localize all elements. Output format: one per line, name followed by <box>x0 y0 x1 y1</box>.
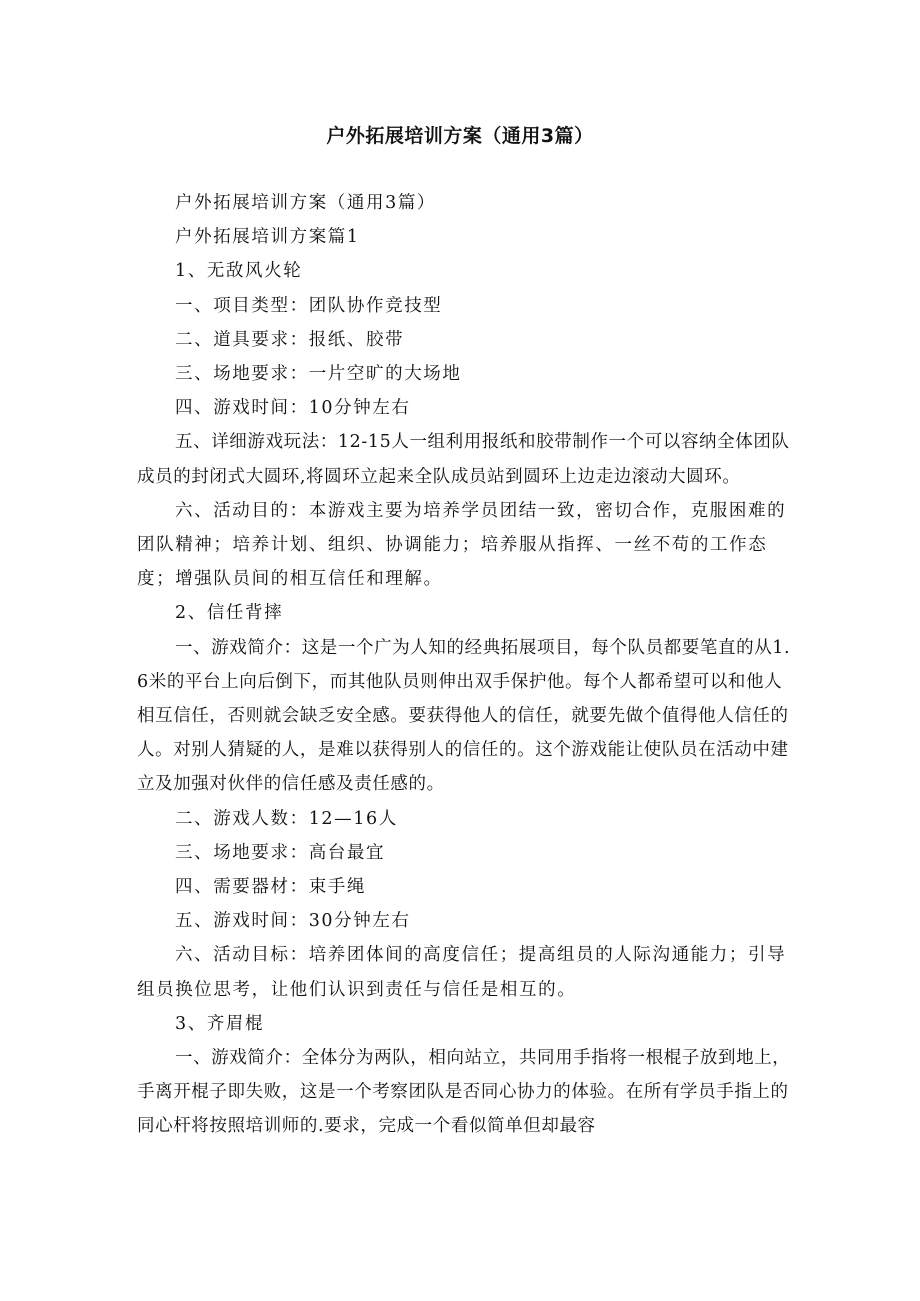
paragraph: 三、场地要求：一片空旷的大场地 <box>175 364 462 385</box>
paragraph: 二、道具要求：报纸、胶带 <box>175 329 405 350</box>
paragraph: 六、活动目标：培养团体间的高度信任；提高组员的人际沟通能力；引导组员换位思考，让他们认识到责任与信任是相互的。 <box>137 945 787 1000</box>
paragraph-part-heading: 户外拓展培训方案篇1 <box>175 227 360 248</box>
paragraph: 一、游戏简介：这是一个广为人知的经典拓展项目，每个队员都要笔直的从1.6米的平台上向后倒下，而其他队员则伸出双手保护他。每个人都希望可以和他人相互信任，否则就会缺乏安全感。要获得他人的信任，就要先做个值得他人信任的人。对别人猜疑的人，是难以获得别人的信任的。这个游戏能让使队员在活动中建立及加强对伙伴的信任感及责任感的。 <box>137 637 791 795</box>
paragraph: 六、活动目的：本游戏主要为培养学员团结一致，密切合作，克服困难的团队精神；培养计划、组织、协调能力；培养服从指挥、一丝不苟的工作态度；增强队员间的相互信任和理解。 <box>137 500 787 590</box>
paragraph: 一、项目类型：团队协作竞技型 <box>175 295 443 316</box>
document-body <box>137 186 791 1144</box>
section-heading-2: 2、信任背摔 <box>175 603 284 624</box>
paragraph: 一、游戏简介：全体分为两队，相向站立，共同用手指将一根棍子放到地上，手离开棍子即失败，这是一个考察团队是否同心协力的体验。在所有学员手指上的同心杆将按照培训师的.要求，完成一个看似简单但却最容 <box>137 1048 791 1137</box>
document-title: 户外拓展培训方案（通用3篇） <box>326 125 594 147</box>
paragraph: 五、详细游戏玩法：12-15人一组利用报纸和胶带制作一个可以容纳全体团队成员的封闭式大圆环,将圆环立起来全队成员站到圆环上边走边滚动大圆环。 <box>137 432 790 487</box>
paragraph-intro-title: 户外拓展培训方案（通用3篇） <box>175 193 437 213</box>
paragraph: 二、游戏人数：12—16人 <box>175 808 398 829</box>
paragraph: 四、游戏时间：10分钟左右 <box>175 398 411 419</box>
paragraph: 五、游戏时间：30分钟左右 <box>175 911 411 932</box>
section-heading-1: 1、无敌风火轮 <box>175 261 303 282</box>
paragraph: 三、场地要求：高台最宜 <box>175 842 386 863</box>
paragraph: 四、需要器材：束手绳 <box>175 877 366 898</box>
section-heading-3: 3、齐眉棍 <box>175 1013 265 1034</box>
